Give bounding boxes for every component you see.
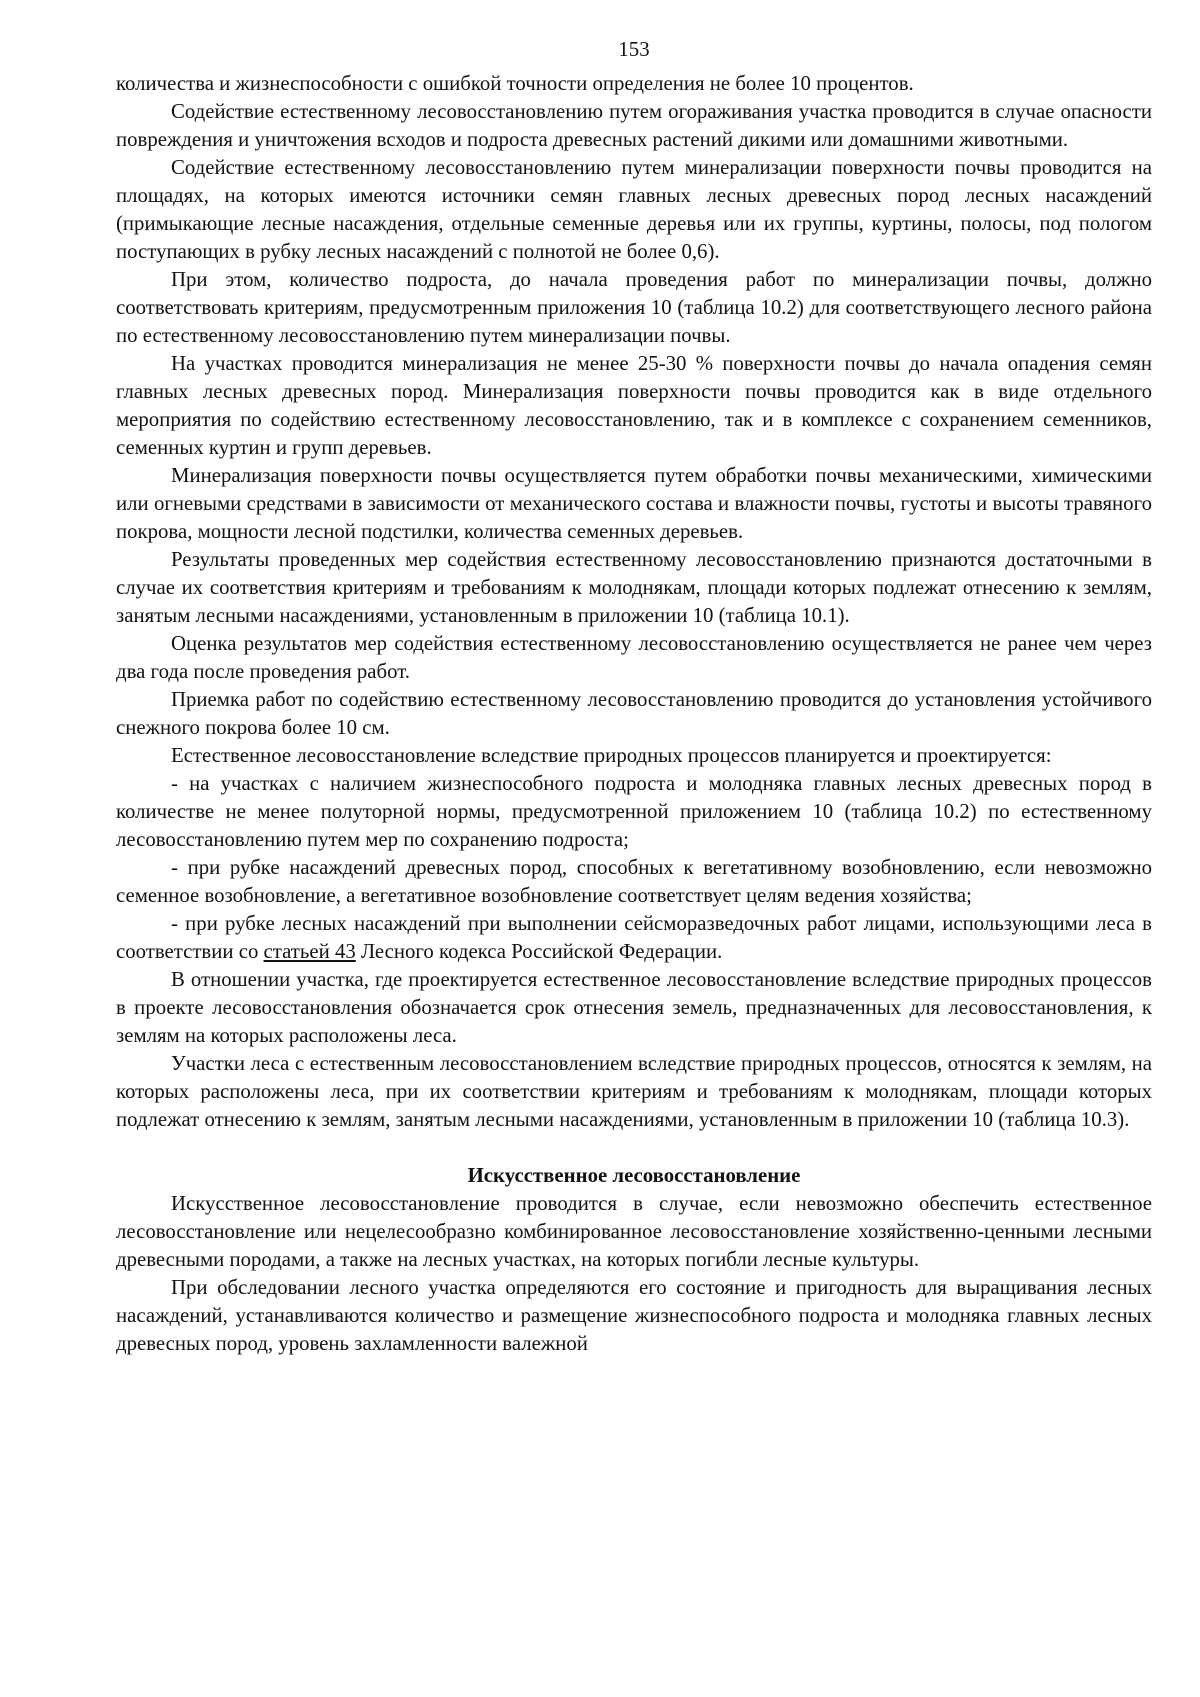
document-page [116, 36, 1152, 1358]
paragraph: Искусственное лесовосстановление проводится в случае, если невозможно обеспечить естественное лесовосстановление или нецелесообразно комбинированное лесовосстановление хозяйственно-ценными лесными древесными породами, а также на лесных участках, на которых погибли лесные культуры. [116, 1192, 1152, 1271]
link-paragraph-before: - при рубке лесных насаждений при выполнении сейсморазведочных работ лицами, использующими леса в соответствии со [116, 912, 1152, 963]
section-heading: Искусственное лесовосстановление [467, 1164, 801, 1187]
list-item: - на участках с наличием жизнеспособного подроста и молодняка главных лесных древесных пород в количестве не менее полуторной нормы, предусмотренной приложением 10 (таблица 10.2) по естественному лесовосстановлению путем мер по сохранению подроста; [116, 772, 1152, 851]
paragraph: При этом, количество подроста, до начала проведения работ по минерализации почвы, должно соответствовать критериям, предусмотренным приложения 10 (таблица 10.2) для соответствующего лесного района по естественному лесовосстановлению путем минерализации почвы. [116, 268, 1152, 347]
paragraph: Результаты проведенных мер содействия естественному лесовосстановлению признаются достаточными в случае их соответствия критериям и требованиям к молоднякам, площади которых подлежат отнесению к землям, занятым лесными насаждениями, установленным в приложении 10 (таблица 10.1). [116, 548, 1152, 627]
paragraph: Естественное лесовосстановление вследствие природных процессов планируется и проектируется: [171, 744, 1052, 767]
paragraph: На участках проводится минерализация не менее 25-30 % поверхности почвы до начала опадения семян главных лесных древесных пород. Минерализация поверхности почвы проводится как в виде отдельного мероприятия по содействию естественному лесовосстановлению, так и в комплексе с сохранением семенников, семенных куртин и групп деревьев. [116, 352, 1152, 459]
paragraph: В отношении участка, где проектируется естественное лесовосстановление вследствие природных процессов в проекте лесовосстановления обозначается срок отнесения земель, предназначенных для лесовосстановления, к землям на которых расположены леса. [116, 968, 1152, 1047]
paragraph: Оценка результатов мер содействия естественному лесовосстановлению осуществляется не ранее чем через два года после проведения работ. [116, 632, 1152, 683]
link-paragraph-after: Лесного кодекса Российской Федерации. [355, 940, 723, 963]
list-item-with-link [116, 910, 1152, 966]
paragraph: Содействие естественному лесовосстановлению путем минерализации поверхности почвы проводится на площадях, на которых имеются источники семян главных лесных древесных пород лесных насаждений (примыкающие лесные насаждения, отдельные семенные деревья или их группы, куртины, полосы, под пологом поступающих в рубку лесных насаждений с полнотой не более 0,6). [116, 156, 1152, 263]
page-number: 153 [618, 38, 650, 61]
paragraph: Приемка работ по содействию естественному лесовосстановлению проводится до установления устойчивого снежного покрова более 10 см. [116, 688, 1152, 739]
paragraph: Минерализация поверхности почвы осуществляется путем обработки почвы механическими, химическими или огневыми средствами в зависимости от механического состава и влажности почвы, густоты и высоты травяного покрова, мощности лесной подстилки, количества семенных деревьев. [116, 464, 1152, 543]
list-item: - при рубке насаждений древесных пород, способных к вегетативному возобновлению, если невозможно семенное возобновление, а вегетативное возобновление соответствует целям ведения хозяйства; [116, 856, 1152, 907]
paragraph: Содействие естественному лесовосстановлению путем огораживания участка проводится в случае опасности повреждения и уничтожения всходов и подроста древесных растений дикими или домашними животными. [116, 100, 1152, 151]
paragraph: При обследовании лесного участка определяются его состояние и пригодность для выращивания лесных насаждений, устанавливаются количество и размещение жизнеспособного подроста и молодняка главных лесных древесных пород, уровень захламленности валежной [116, 1276, 1152, 1355]
article-43-link[interactable]: статьей 43 [263, 940, 356, 963]
paragraph: количества и жизнеспособности с ошибкой точности определения не более 10 процентов. [116, 72, 914, 95]
paragraph: Участки леса с естественным лесовосстановлением вследствие природных процессов, относятся к землям, на которых расположены леса, при их соответствии критериям и требованиям к молоднякам, площади которых подлежат отнесению к землям, занятым лесными насаждениями, установленным в приложении 10 (таблица 10.3). [116, 1052, 1152, 1131]
